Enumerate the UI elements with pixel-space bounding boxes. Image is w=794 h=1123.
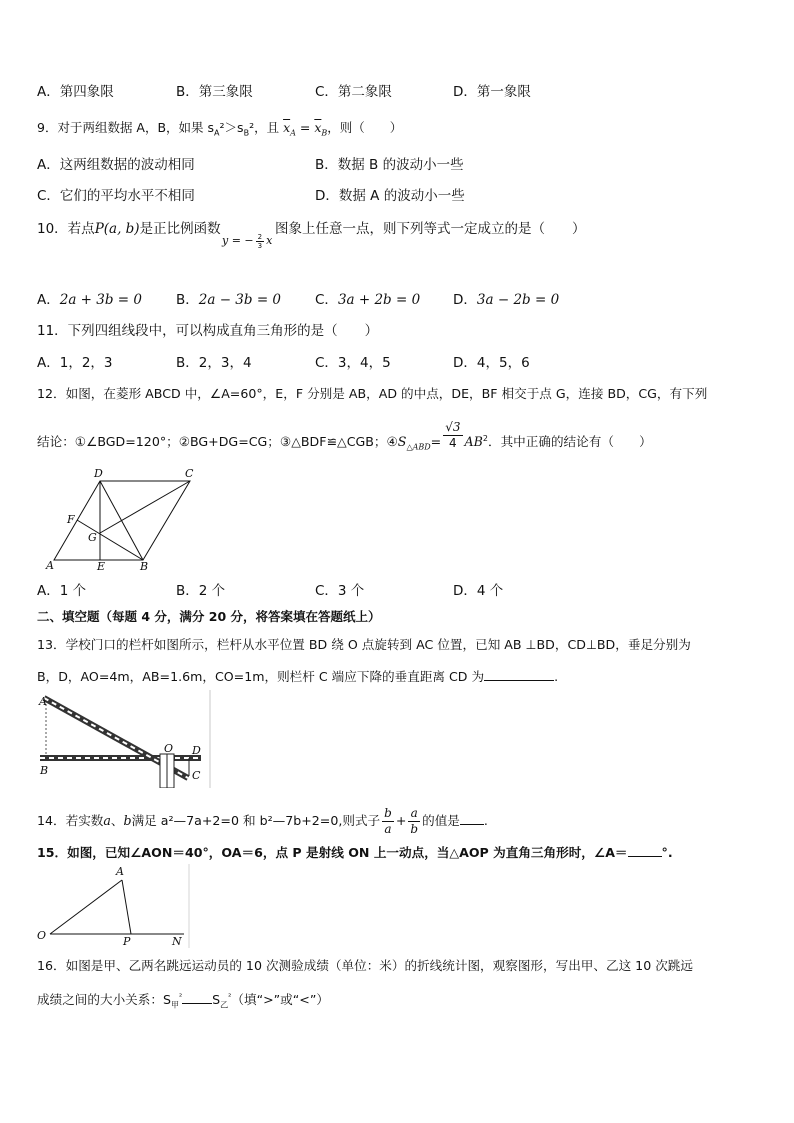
label-d: D	[94, 468, 103, 480]
q10-stem: 10．若点P(a, b)是正比例函数	[37, 221, 221, 237]
label-f: F	[67, 513, 75, 526]
segment-bf	[77, 520, 143, 560]
q10-stem-tail: 图象上任意一点，则下列等式一定成立的是（ ）	[275, 221, 586, 237]
q11-option-d: D．4，5，6	[453, 355, 530, 371]
q14-stem: 14．若实数a、b满足 a²—7a+2=0 和 b²—7b+2=0,则式子 $\frac{b}{a}$ + $\frac{a}{b}$ 的值是 .	[37, 806, 488, 836]
q11-option-c: C．3，4，5	[315, 355, 391, 371]
q8-option-c: C．第二象限	[315, 84, 392, 100]
label-b: B	[40, 764, 49, 777]
q12-conclusions: 结论：①∠BGD=120°；②BG+DG=CG；③△BDF≌△CGB；$④S_{\triangle ABD}=$ $\frac{√3}{4}$ $AB^2$．其中正确的结论有（ ）	[37, 420, 652, 452]
q15-stem: 15．如图，已知∠AON＝40°，OA＝6，点 P 是射线 ON 上一动点，当△AOP 为直角三角形时，∠A＝ °.	[37, 845, 673, 860]
q10-option-b: B．2a − 3b = 0	[176, 292, 282, 308]
q13-line2: B，D，AO=4m，AB=1.6m，CO=1m，则栏杆 C 端应下降的垂直距离 CD 为 .	[37, 669, 559, 684]
label-e: E	[97, 560, 106, 572]
triangle-figure	[34, 864, 192, 948]
q12-option-b: B．2 个	[176, 583, 226, 599]
q12-option-c: C．3 个	[315, 583, 365, 599]
label-a: A	[116, 865, 124, 878]
q12-stem: 12．如图，在菱形 ABCD 中，∠A=60°，E，F 分别是 AB，AD 的中点，DE，BF 相交于点 G，连接 BD，CG，有下列	[37, 386, 708, 401]
q16-line2: 成绩之间的大小关系：$S_甲^{^2}$ $S_乙^{^2}$（填“>”或“<”）	[37, 992, 329, 1010]
label-b: B	[140, 560, 149, 572]
q11-option-a: A．1，2，3	[37, 355, 113, 371]
q9-option-a: A．这两组数据的波动相同	[37, 157, 195, 173]
segment-ap	[122, 880, 131, 934]
q9-option-b: B．数据 B 的波动小一些	[315, 157, 464, 173]
q11-stem: 11．下列四组线段中，可以构成直角三角形的是（ ）	[37, 323, 379, 339]
q16-answer-blank	[182, 990, 212, 1004]
label-a: A	[46, 559, 54, 572]
label-c: C	[185, 468, 194, 480]
q10-option-a: A．2a + 3b = 0	[37, 292, 142, 308]
segment-oa	[50, 880, 122, 934]
q10-function: y = − $\frac{2}{3}$ x	[222, 232, 273, 250]
label-o: O	[37, 929, 47, 942]
label-a: A	[39, 695, 47, 708]
q9-option-d: D．数据 A 的波动小一些	[315, 188, 465, 204]
q14-answer-blank	[460, 811, 484, 825]
q12-option-a: A．1 个	[37, 583, 87, 599]
q9-option-c: C．它们的平均水平不相同	[37, 188, 195, 204]
segment-cg	[100, 481, 190, 533]
label-c: C	[192, 769, 201, 782]
label-g: G	[88, 531, 97, 544]
q10-option-c: C．3a + 2b = 0	[315, 292, 421, 308]
q13-line1: 13．学校门口的栏杆如图所示，栏杆从水平位置 BD 绕 O 点旋转到 AC 位置，已知 AB ⊥BD，CD⊥BD，垂足分别为	[37, 637, 691, 652]
label-d: D	[192, 744, 201, 757]
q10-option-d: D．3a − 2b = 0	[453, 292, 560, 308]
q8-option-b: B．第三象限	[176, 84, 253, 100]
rhombus-figure	[40, 468, 200, 572]
barrier-figure	[36, 690, 212, 788]
q15-answer-blank	[628, 843, 662, 857]
q12-option-d: D．4 个	[453, 583, 504, 599]
label-n: N	[172, 935, 182, 948]
section-title: 二、填空题（每题 4 分，满分 20 分，将答案填在答题纸上）	[37, 609, 381, 624]
q8-option-d: D．第一象限	[453, 84, 531, 100]
label-p: P	[123, 935, 131, 948]
q16-line1: 16．如图是甲、乙两名跳远运动员的 10 次测验成绩（单位：米）的折线统计图，观察图形，写出甲、乙这 10 次跳远	[37, 958, 693, 973]
label-o: O	[164, 742, 174, 755]
q8-option-a: A．第四象限	[37, 84, 114, 100]
q9-stem: 9．对于两组数据 A，B，如果 $s_A^2>s_B^2$，且 $\overline{x}_A = \overline{x}_B$，则（ ）	[37, 120, 403, 138]
q11-option-b: B．2，3，4	[176, 355, 252, 371]
q13-answer-blank	[484, 667, 554, 681]
